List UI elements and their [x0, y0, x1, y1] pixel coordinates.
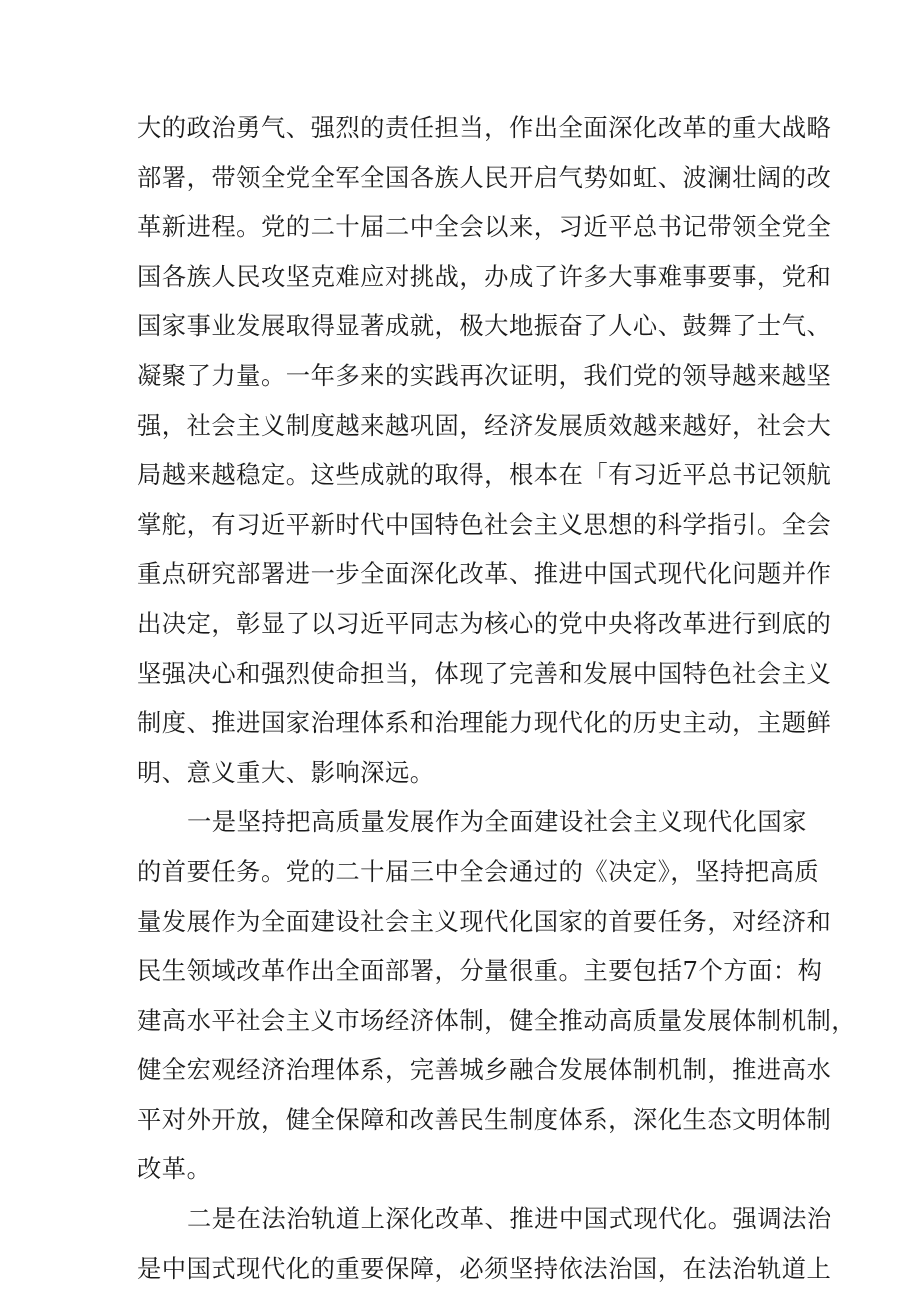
paragraph-line: 的首要任务。党的二十届三中全会通过的《决定》，坚持把高质 — [137, 856, 820, 886]
paragraph-line: 凝聚了力量。一年多来的实践再次证明，我们党的领导越来越坚 — [137, 360, 832, 390]
paragraph-3 — [137, 1194, 832, 1293]
paragraph-line: 改革。 — [137, 1154, 212, 1184]
paragraph-line: 坚强决心和强烈使命担当，体现了完善和发展中国特色社会主义 — [137, 658, 832, 688]
paragraph-line: 大的政治勇气、强烈的责任担当，作出全面深化改革的重大战略 — [137, 113, 832, 142]
paragraph-first-line: 一是坚持把高质量发展作为全面建设社会主义现代化国家 — [187, 807, 807, 837]
paragraph-line: 是中国式现代化的重要保障，必须坚持依法治国，在法治轨道上 — [137, 1253, 832, 1283]
paragraph-1 — [137, 103, 832, 797]
paragraph-line: 量发展作为全面建设社会主义现代化国家的首要任务，对经济和 — [137, 906, 832, 936]
paragraph-line: 出决定，彰显了以习近平同志为核心的党中央将改革进行到底的 — [137, 608, 832, 638]
paragraph-2 — [137, 797, 857, 1194]
paragraph-line: 重点研究部署进一步全面深化改革、推进中国式现代化问题并作 — [137, 559, 832, 589]
paragraph-line: 平对外开放，健全保障和改善民生制度体系，深化生态文明体制 — [137, 1104, 832, 1134]
paragraph-first-line: 二是在法治轨道上深化改革、推进中国式现代化。强调法治 — [187, 1204, 832, 1234]
paragraph-line: 国家事业发展取得显著成就，极大地振奋了人心、鼓舞了士气、 — [137, 311, 832, 341]
paragraph-line: 局越来越稳定。这些成就的取得，根本在「有习近平总书记领航 — [137, 460, 832, 490]
paragraph-line: 建高水平社会主义市场经济体制，健全推动高质量发展体制机制， — [137, 1005, 857, 1035]
paragraph-line: 明、意义重大、影响深远。 — [137, 757, 435, 787]
document-body — [137, 103, 857, 1293]
paragraph-line: 革新进程。党的二十届二中全会以来，习近平总书记带领全党全 — [137, 212, 832, 242]
paragraph-line: 民生领域改革作出全面部署，分量很重。主要包括7个方面：构 — [137, 956, 823, 986]
paragraph-line: 制度、推进国家治理体系和治理能力现代化的历史主动，主题鲜 — [137, 708, 832, 738]
paragraph-line: 国各族人民攻坚克难应对挑战，办成了许多大事难事要事，党和 — [137, 261, 832, 291]
paragraph-line: 掌舵，有习近平新时代中国特色社会主义思想的科学指引。全会 — [137, 509, 832, 539]
paragraph-line: 强，社会主义制度越来越巩固，经济发展质效越来越好，社会大 — [137, 410, 832, 440]
paragraph-line: 部署，带领全党全军全国各族人民开启气势如虹、波澜壮阔的改 — [137, 162, 832, 192]
paragraph-line: 健全宏观经济治理体系，完善城乡融合发展体制机制，推进高水 — [137, 1055, 832, 1085]
